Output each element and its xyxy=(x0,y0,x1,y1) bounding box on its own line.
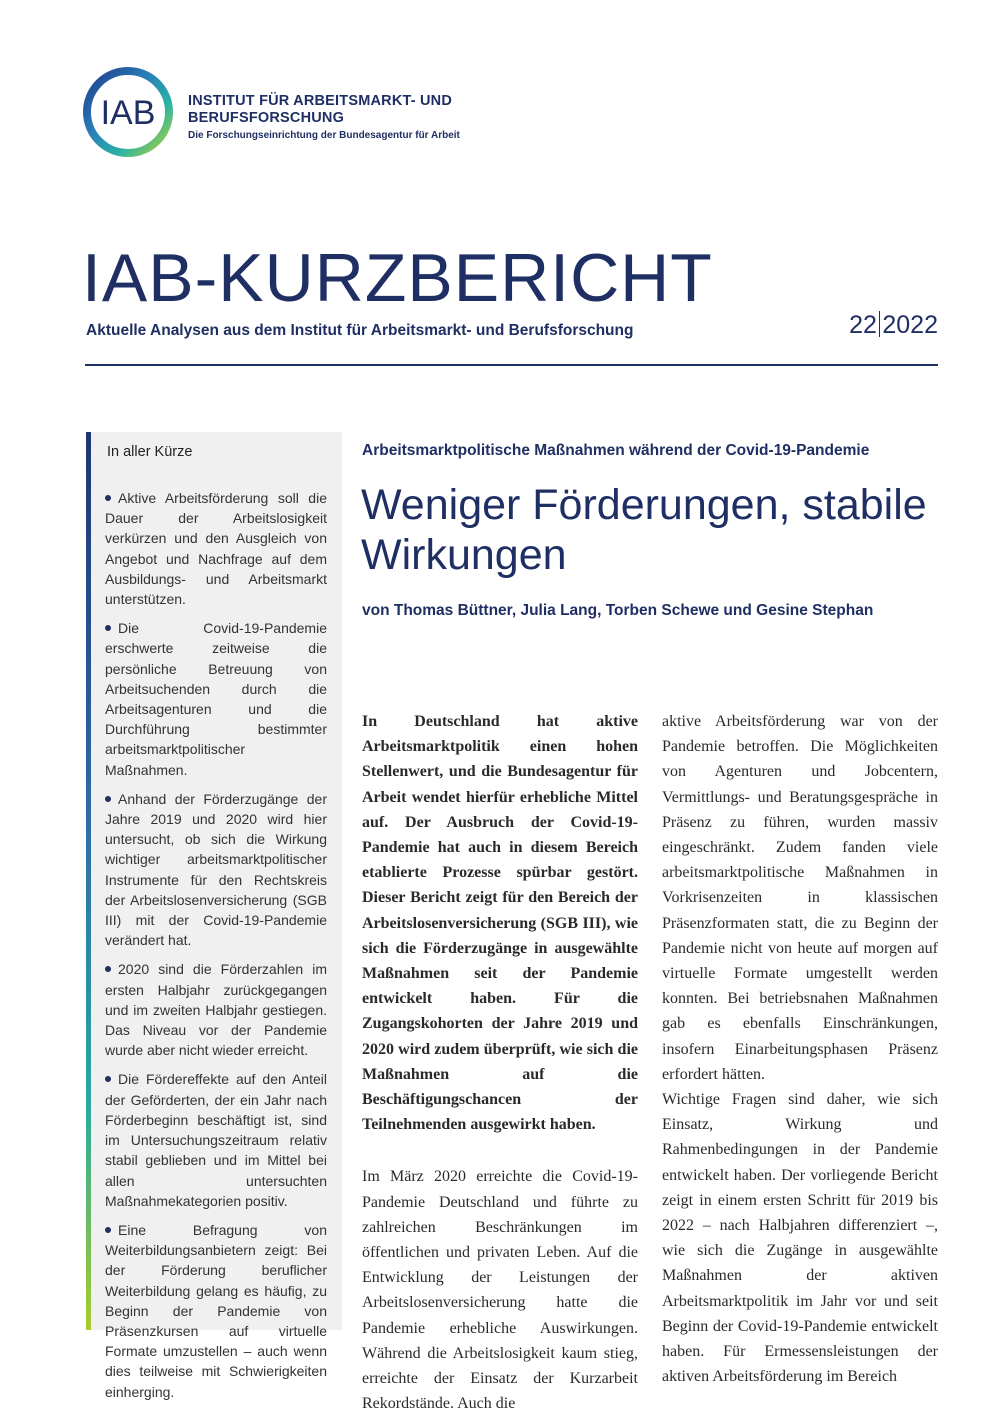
institute-line-1: INSTITUT FÜR ARBEITSMARKT- UND xyxy=(188,93,453,109)
summary-item xyxy=(105,959,327,1060)
summary-heading: In aller Kürze xyxy=(107,444,193,460)
institute-tagline: Die Forschungseinrichtung der Bundesagentur für Arbeit xyxy=(188,130,460,141)
summary-item-text: Aktive Arbeitsförderung soll die Dauer der Arbeitslosigkeit verkürzen und den Ausgleich von Angebot und Nachfrage auf dem Ausbildungs- und Arbeitsmarkt unterstützen. xyxy=(105,490,327,608)
summary-accent-stripe xyxy=(86,432,91,1330)
summary-item xyxy=(105,789,327,951)
summary-item xyxy=(105,1220,327,1402)
series-subtitle: Aktuelle Analysen aus dem Institut für Arbeitsmarkt- und Berufsforschung xyxy=(86,322,634,339)
summary-item xyxy=(105,618,327,780)
bullet-icon xyxy=(105,966,111,972)
issue-number: 22 xyxy=(849,311,877,339)
article-headline: Weniger Förderungen, stabile Wirkungen xyxy=(361,481,927,579)
series-title: IAB-KURZBERICHT xyxy=(82,240,713,316)
summary-list xyxy=(105,488,327,1411)
summary-item-text: Die Fördereffekte auf den Anteil der Geförderten, der ein Jahr nach Förderbeginn beschäftigt ist, sind im Untersuchungszeitraum relativ stabil geblieben und im Mittel bei allen untersuchten Maßnahmekategorien positiv. xyxy=(105,1071,327,1209)
lead-paragraph: In Deutschland hat aktive Arbeitsmarktpolitik einen hohen Stellenwert, und die Bundesagentur für Arbeit wendet hierfür erhebliche Mittel auf. Der Ausbruch der Covid-19-Pandemie hat auch in diesem Bereich etablierte Prozesse spürbar gestört. Dieser Bericht zeigt für den Bereich der Arbeitslosenversicherung (SGB III), wie sich die Förderzugänge in ausgewählte Maßnahmen seit der Pandemie entwickelt haben. Für die Zugangskohorten der Jahre 2019 und 2020 wird zudem überprüft, wie sich die Maßnahmen auf die Beschäftigungschancen der Teilnehmenden ausgewirkt haben. xyxy=(362,713,638,1134)
issue-divider xyxy=(879,311,881,337)
body-column-2 xyxy=(662,709,938,1389)
iab-logo xyxy=(82,66,174,158)
institute-line-2: BERUFSFORSCHUNG xyxy=(188,110,345,126)
summary-item-text: Eine Befragung von Weiterbildungsanbietern zeigt: Bei der Förderung beruflicher Weiterbildung gelang es häufig, zu Beginn der Pandemie von Präsenzkursen auf virtuelle Formate umzustellen – auch wenn dies teilweise mit Schwierigkeiten einherging. xyxy=(105,1221,327,1400)
summary-item-text: 2020 sind die Förderzahlen im ersten Halbjahr zurückgegangen und im zweiten Halbjahr gestiegen. Das Niveau vor der Pandemie wurde aber nicht wieder erreicht. xyxy=(105,961,327,1059)
bullet-icon xyxy=(105,796,111,802)
summary-item-text: Anhand der Förderzugänge der Jahre 2019 und 2020 wird hier untersucht, ob sich die Wirkung wichtiger arbeitsmarktpolitischer Instrumente für den Rechtskreis der Arbeitslosenversicherung (SGB III) mit der Covid-19-Pandemie verändert hat. xyxy=(105,790,327,949)
body-paragraph: aktive Arbeitsförderung war von der Pandemie betroffen. Die Möglichkeiten von Agenturen und Jobcentern, Vermittlungs- und Beratungsgespräche in Präsenz zu führen, wurden massiv eingeschränkt. Zudem fanden viele arbeitsmarktpolitische Maßnahmen in Vorkrisenzeiten in klassischen Präsenzformaten statt, die zu Beginn der Pandemie nicht von heute auf morgen auf virtuelle Formate umgestellt werden konnten. Bei betriebsnahen Maßnahmen gab es ebenfalls Einschränkungen, insofern Einarbeitungsphasen Präsenz erfordert hätten. xyxy=(662,713,938,1083)
issue-label xyxy=(849,311,938,340)
article-kicker: Arbeitsmarktpolitische Maßnahmen während der Covid-19-Pandemie xyxy=(362,442,870,459)
header-rule xyxy=(85,364,938,366)
summary-item xyxy=(105,488,327,609)
logo-text: IAB xyxy=(100,94,156,132)
summary-box xyxy=(86,432,342,1400)
bullet-icon xyxy=(105,495,111,501)
summary-item xyxy=(105,1069,327,1210)
bullet-icon xyxy=(105,625,111,631)
institute-name xyxy=(188,93,588,141)
summary-item-text: Die Covid-19-Pandemie erschwerte zeitweise die persönliche Betreuung von Arbeitsuchenden durch die Arbeitsagenturen und die Durchführung bestimmter arbeitsmarktpolitischer Maßnahmen. xyxy=(105,620,327,778)
bullet-icon xyxy=(105,1076,111,1082)
bullet-icon xyxy=(105,1227,111,1233)
body-paragraph: Im März 2020 erreichte die Covid-19-Pandemie Deutschland und führte zu zahlreichen Beschränkungen im öffentlichen und privaten Leben. Auf die Entwicklung der Leistungen der Arbeitslosenversicherung hatte die Pandemie erhebliche Auswirkungen. Während die Arbeitslosigkeit kaum stieg, erreichte der Einsatz der Kurzarbeit Rekordstände. Auch die xyxy=(362,1168,638,1413)
body-column-1 xyxy=(362,709,638,1416)
article-authors: von Thomas Büttner, Julia Lang, Torben Schewe und Gesine Stephan xyxy=(362,602,874,619)
issue-year: 2022 xyxy=(882,311,938,339)
body-paragraph: Wichtige Fragen sind daher, wie sich Einsatz, Wirkung und Rahmenbedingungen in der Pandemie entwickelt haben. Der vorliegende Bericht zeigt in einem ersten Schritt für 2019 bis 2022 – nach Halbjahren differenziert –, wie sich die Zugänge in ausgewählte Maßnahmen der aktiven Arbeitsmarktpolitik im Jahr vor und seit Beginn der Covid-19-Pandemie entwickelt haben. Für Ermessensleistungen der aktiven Arbeitsförderung im Bereich xyxy=(662,1091,938,1386)
